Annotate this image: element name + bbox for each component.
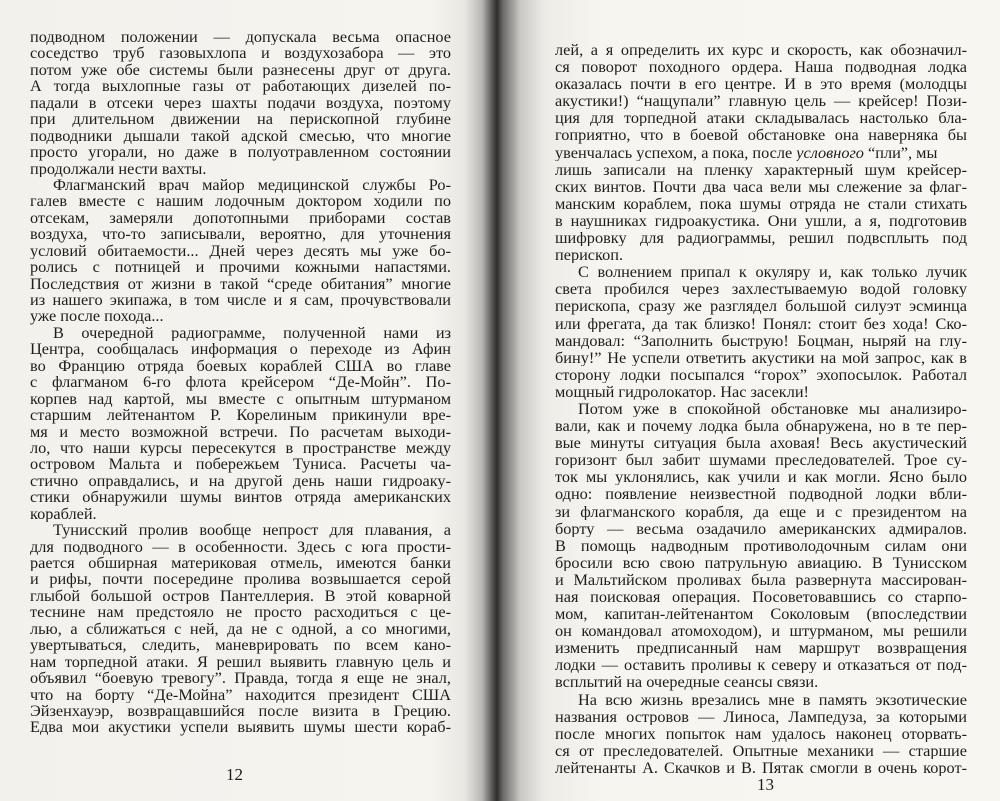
text-line: одно: появление неизвестной подводной лодки вбли- bbox=[555, 485, 967, 503]
text-line: вые минуты ситуация была аховая! Весь акустический bbox=[555, 434, 967, 452]
text-line: или фрегата, да так близко! Понял: стоит без хода! Ско- bbox=[555, 314, 967, 332]
text-line: борту — весьма озадачило американских адмиралов. bbox=[555, 519, 967, 537]
text-line: В помощь надводным противолодочным силам они bbox=[555, 536, 967, 554]
text-line: Едва мои акустики успели выявить шумы шести кораб- bbox=[30, 719, 451, 736]
text-line: подводном положении — допускала весьма опасное bbox=[30, 29, 451, 46]
text-line: отсекам, замеряли допотопными приборами состав bbox=[30, 209, 451, 227]
text-line: стично оправдались, и на другой день наши гидроаку- bbox=[30, 472, 451, 490]
text-line: с флагманом 6-го флота крейсером “Де-Мойн”. По- bbox=[30, 374, 451, 391]
paragraph bbox=[30, 177, 451, 325]
paragraph bbox=[555, 41, 967, 263]
text-line: перископ. bbox=[555, 246, 624, 264]
text-line: На всю жизнь врезались мне в память экзотические bbox=[578, 690, 967, 708]
text-line: продолжали нести вахты. bbox=[30, 160, 207, 177]
text-line: гоприятно, что в боевой обстановке она наверняка бы bbox=[555, 126, 967, 144]
text-line: Эйзенхауэр, возвращавшийся после визита в Грецию. bbox=[30, 702, 451, 720]
text-line: ся поворот походного ордера. Наша подводная лодка bbox=[555, 58, 967, 76]
text-line: соседство труб газовыхлопа и воздухозабора — это bbox=[30, 45, 451, 62]
text-line: стики обнаружили шумы винтов отряда американских bbox=[30, 489, 451, 506]
paragraph bbox=[30, 522, 451, 736]
text-line: и рифы, почти посередине пролива возвышается серой bbox=[30, 571, 451, 588]
text-line: что на борту “Де-Мойна” находится президент США bbox=[30, 686, 451, 703]
paragraph bbox=[555, 263, 967, 400]
left-page-text bbox=[30, 29, 451, 736]
right-page-text bbox=[555, 41, 967, 776]
paragraph bbox=[30, 29, 451, 177]
text-line: из нашего экипажа, в том числе и я сам, прочувствовали bbox=[30, 292, 451, 309]
text-line: горизонт был забит шумами преследователей. Трое су- bbox=[555, 451, 967, 469]
paragraph bbox=[30, 325, 451, 522]
page-number-right: 13 bbox=[757, 775, 774, 794]
text-segment: увенчалась успехом, а пока, после bbox=[555, 143, 797, 161]
text-line: бину!” Не успели ответить акустики на мой запрос, как в bbox=[555, 348, 967, 366]
text-line: ток мы уклонялись, как учили и как могли. Ясно было bbox=[555, 468, 967, 486]
text-line: мя и место возможной встречи. По расчетам выходи- bbox=[30, 423, 451, 440]
text-line: корпев над картой, мы вместе с опытным штурманом bbox=[30, 390, 451, 408]
text-line: в наушниках гидроакустика. Они ушли, а я, подготовив bbox=[555, 211, 967, 230]
text-line: Последствия от жизни в такой “среде обитания” многие bbox=[30, 275, 451, 292]
text-line: нам торпедной атаки. Я решил выявить главную цель и bbox=[30, 653, 451, 671]
text-line: мом, капитан-лейтенантом Соколовым (впоследствии bbox=[555, 605, 967, 623]
text-line: подводники дышали такой адской смесью, что многие bbox=[30, 127, 451, 145]
text-line: А тогда выхлопные газы от работающих дизелей по- bbox=[30, 78, 451, 95]
text-line: потом уже обе системы были разнесены друг от друга. bbox=[30, 61, 451, 79]
text-line: глыбой большой остров Пантеллерия. В этой коварной bbox=[30, 587, 451, 605]
text-line: мощный гидролокатор. Нас засекли! bbox=[555, 382, 809, 400]
text-line: ролись с потницей и прочими кожными напастями. bbox=[30, 259, 451, 276]
text-line: лишь записали на пленку характерный шум крейсер- bbox=[555, 160, 967, 178]
text-line: галев вместе с нашим лодочным доктором ходили по bbox=[30, 193, 451, 210]
text-line: лодки — оставить проливы к северу и отказаться от под- bbox=[555, 656, 967, 674]
text-line: бросили всю свою патрульную авиацию. В Тунисском bbox=[555, 553, 967, 571]
text-line: Тунисский пролив вообще непрост для плавания, а bbox=[53, 522, 451, 539]
text-line: Центра, сообщалась информация о переходе из Афин bbox=[30, 341, 451, 358]
text-line: старшим лейтенантом Р. Корелиным прикинули вре- bbox=[30, 407, 451, 424]
text-line: для подводного — в особенности. Здесь с юга прости- bbox=[30, 538, 451, 555]
text-line: всплытий на очередные сеансы связи. bbox=[555, 673, 819, 691]
text-line bbox=[555, 144, 967, 161]
text-line: ло, что наши курсы пересекутся в пространстве между bbox=[30, 439, 451, 457]
text-line: Потом уже в спокойной обстановке мы анализиро- bbox=[578, 399, 967, 418]
text-line: оказалась почти в его центре. И в это время (молодцы bbox=[555, 75, 967, 93]
text-line: перископа, сразу же разглядел большой силуэт эсминца bbox=[555, 297, 967, 315]
text-line: изменить предписанный нам маршрут возвращения bbox=[555, 639, 967, 657]
text-line: света пробился через захлестываемую водой головку bbox=[555, 280, 967, 298]
text-segment: “пли”, мы bbox=[863, 143, 938, 161]
text-line: акустики!) “нащупали” главную цель — крейсер! Пози- bbox=[555, 92, 967, 110]
text-line: манским кораблем, пока шумы отряда не стали стихать bbox=[555, 194, 967, 212]
text-line: уже после похода... bbox=[30, 308, 164, 325]
text-line: лей, а я определить их курс и скорость, как обозначил- bbox=[555, 41, 967, 59]
text-line: ция для торпедной атаки складывалась настолько бла- bbox=[555, 109, 967, 127]
text-line: зи флагманского корабля, да еще и с президентом на bbox=[555, 502, 967, 520]
text-line: кораблей. bbox=[30, 505, 97, 523]
paragraph bbox=[555, 691, 967, 776]
text-line: шифровку для радиограммы, решил подвсплыть под bbox=[555, 229, 967, 247]
italic-word: условного bbox=[796, 143, 864, 161]
text-line: сторону лодки посыпался “горох” эхопосылок. Работал bbox=[555, 365, 967, 383]
page-number-left: 12 bbox=[226, 765, 243, 784]
text-line: он командовал атомоходом), и штурманом, мы решили bbox=[555, 622, 967, 640]
text-line: и Мальтийском проливах была развернута массирован- bbox=[555, 570, 967, 588]
text-line: В очередной радиограмме, полученной нами из bbox=[53, 324, 451, 342]
text-line: вали, как и почему лодка была обнаружена, но в те пер- bbox=[555, 417, 967, 435]
paragraph bbox=[555, 400, 967, 691]
text-line: при длительном движении на перископной глубине bbox=[30, 111, 451, 128]
text-line: теснине нам предстояло не просто расходиться с це- bbox=[30, 604, 451, 621]
text-line: мандовал: “Заполнить быструю! Боцман, ныряй на глу- bbox=[555, 331, 967, 349]
text-line: после многих попыток нам удалось наконец оторвать- bbox=[555, 724, 967, 742]
text-line: увертываться, следить, маневрировать по всем кано- bbox=[30, 637, 451, 654]
text-line: ся от преследователей. Опытные механики — старшие bbox=[555, 741, 967, 759]
text-line: Флагманский врач майор медицинской службы Ро- bbox=[53, 176, 451, 194]
text-line: во Францию отряда боевых кораблей США во главе bbox=[30, 357, 451, 375]
text-line: рается обширная материковая отмель, имеются банки bbox=[30, 555, 451, 572]
text-line: воздуха, что-то записывали, вероятно, для уточнения bbox=[30, 226, 451, 243]
text-line: С волнением припал к окуляру и, как только лучик bbox=[578, 263, 967, 281]
text-line: островом Мальта и побережьем Туниса. Расчеты ча- bbox=[30, 456, 451, 473]
text-line: ная поисковая операция. Посоветовавшись со старпо- bbox=[555, 588, 967, 606]
text-line: ских винтов. Почти два часа вели мы слежение за флаг- bbox=[555, 177, 967, 195]
text-line: лейтенанты А. Скачков и В. Пятак смогли в очень корот- bbox=[555, 758, 967, 777]
text-line: просто угорали, но даже в полуотравленном состоянии bbox=[30, 144, 451, 161]
text-line: названия островов — Линоса, Лампедуза, за которыми bbox=[555, 707, 967, 725]
text-line: лью, а сближаться с ней, да не с одной, а со многими, bbox=[30, 620, 451, 638]
text-line: объявил “боевую тревогу”. Правда, тогда я еще не знал, bbox=[30, 670, 451, 687]
text-line: падали в отсеки через шахты подачи воздуха, поэтому bbox=[30, 94, 451, 112]
text-line: условий обитаемости... Дней через десять мы уже бо- bbox=[30, 242, 451, 260]
